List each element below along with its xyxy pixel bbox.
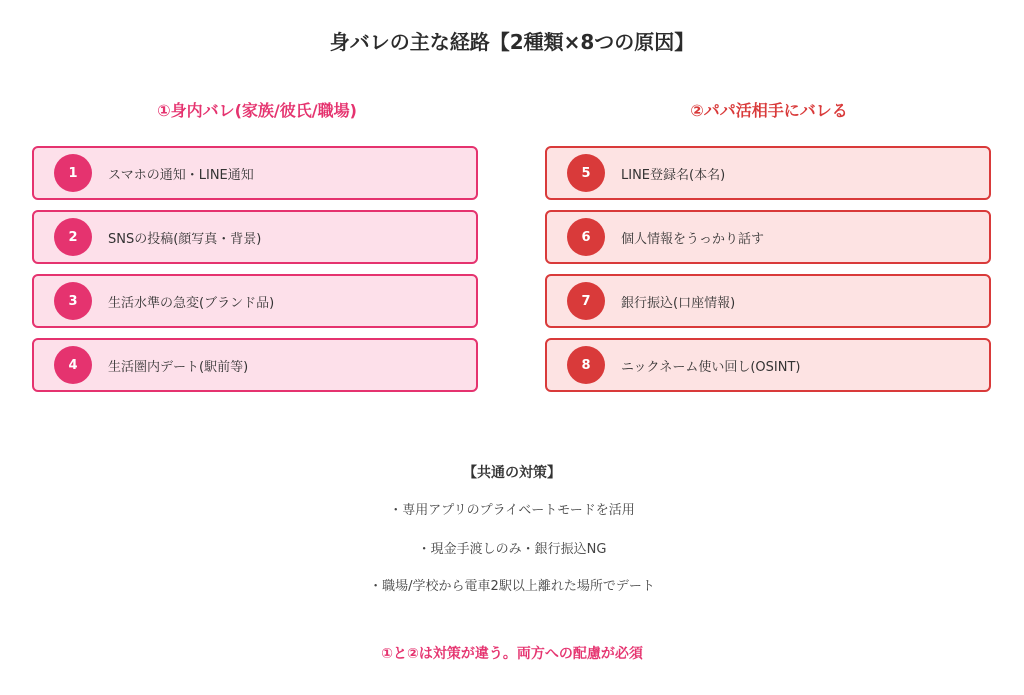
cause-label: 生活水準の急変(ブランド品) xyxy=(108,295,275,311)
left-column-title: ①身内バレ(家族/彼氏/職場) xyxy=(157,101,357,120)
number-badge: 5 xyxy=(567,154,605,192)
cause-label: ニックネーム使い回し(OSINT) xyxy=(621,359,801,375)
cause-card-8 xyxy=(545,338,991,392)
common-countermeasures-title: 【共通の対策】 xyxy=(463,465,561,481)
footer-note: ①と②は対策が違う。両方への配慮が必須 xyxy=(381,646,643,662)
cause-label: LINE登録名(本名) xyxy=(621,167,726,183)
cause-card-6 xyxy=(545,210,991,264)
number-badge: 1 xyxy=(54,154,92,192)
cause-card-1 xyxy=(32,146,478,200)
cause-label: SNSの投稿(顔写真・背景) xyxy=(108,231,262,247)
right-column-title: ②パパ活相手にバレる xyxy=(690,101,848,120)
number-badge: 6 xyxy=(567,218,605,256)
cause-card-3 xyxy=(32,274,478,328)
cause-card-7 xyxy=(545,274,991,328)
countermeasure-item: ・職場/学校から電車2駅以上離れた場所でデート xyxy=(369,579,655,594)
number-badge: 2 xyxy=(54,218,92,256)
countermeasure-item: ・専用アプリのプライベートモードを活用 xyxy=(389,503,635,518)
number-badge: 3 xyxy=(54,282,92,320)
number-badge: 7 xyxy=(567,282,605,320)
cause-label: 生活圏内デート(駅前等) xyxy=(108,359,249,375)
cause-card-4 xyxy=(32,338,478,392)
countermeasure-item: ・現金手渡しのみ・銀行振込NG xyxy=(417,542,607,557)
cause-label: スマホの通知・LINE通知 xyxy=(108,167,254,183)
number-badge: 8 xyxy=(567,346,605,384)
number-badge: 4 xyxy=(54,346,92,384)
diagram-title: 身バレの主な経路【2種類×8つの原因】 xyxy=(329,30,695,54)
cause-label: 銀行振込(口座情報) xyxy=(621,295,736,311)
cause-card-2 xyxy=(32,210,478,264)
cause-card-5 xyxy=(545,146,991,200)
cause-label: 個人情報をうっかり話す xyxy=(621,231,765,247)
